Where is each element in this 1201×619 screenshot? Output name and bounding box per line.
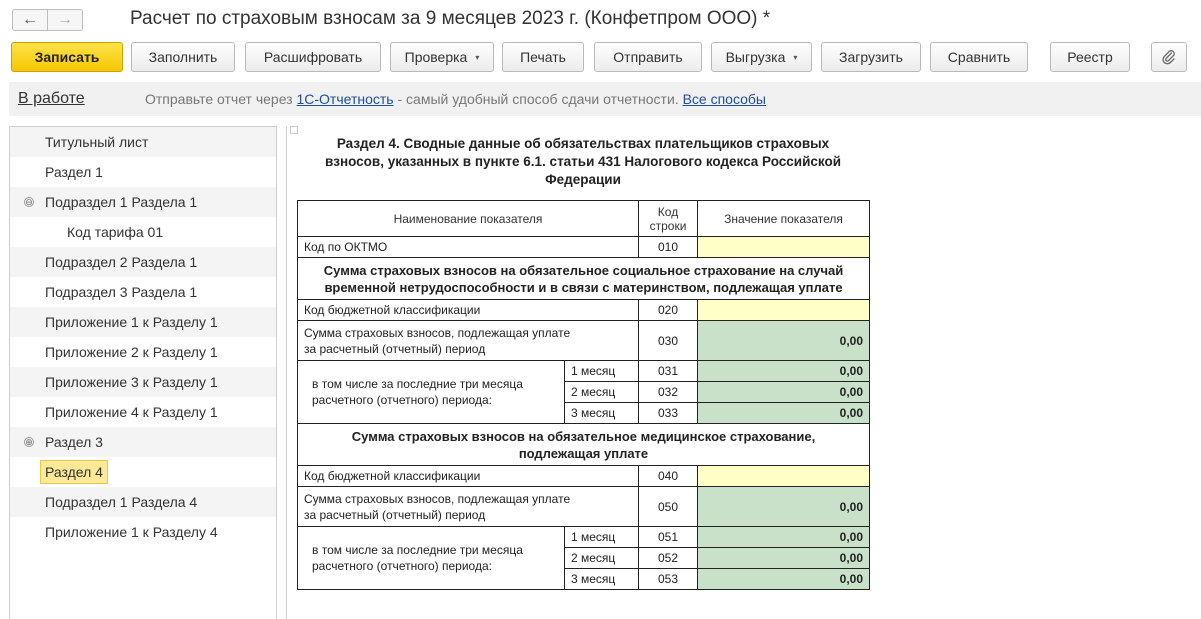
- row-code-050: 050: [639, 487, 698, 527]
- row-code-051: 051: [639, 527, 698, 548]
- tree-item-subsection-1-1[interactable]: [10, 187, 276, 217]
- value-031[interactable]: 0,00: [698, 361, 870, 382]
- kbk-040-input[interactable]: [698, 466, 870, 487]
- incl-label-line-1: в том числе за последние три месяца: [312, 377, 523, 391]
- table-row: [298, 487, 870, 527]
- value-033[interactable]: 0,00: [698, 403, 870, 424]
- chevron-down-icon: ▾: [793, 52, 798, 62]
- row-code-053: 053: [639, 569, 698, 590]
- row-code-020: 020: [639, 300, 698, 321]
- tree-item-section-1[interactable]: [10, 157, 276, 187]
- tree-item-tariff-code-01[interactable]: [10, 217, 276, 247]
- tree-item-label: Подраздел 1 Раздела 4: [45, 494, 198, 510]
- status-state-link[interactable]: В работе: [18, 90, 85, 107]
- tree-item-label: Приложение 2 к Разделу 1: [45, 344, 218, 360]
- incl-label-line-2: расчетного (отчетного) периода:: [312, 393, 492, 407]
- attach-button[interactable]: [1151, 42, 1187, 72]
- col-header-code: [639, 201, 698, 237]
- tree-item-label: Приложение 4 к Разделу 1: [45, 404, 218, 420]
- tree-item-section-4[interactable]: [10, 457, 276, 487]
- tree-item-label: Раздел 1: [45, 164, 103, 180]
- row-label-incl: [298, 361, 565, 424]
- value-052[interactable]: 0,00: [698, 548, 870, 569]
- row-code-032: 032: [639, 382, 698, 403]
- window-title: Расчет по страховым взносам за 9 месяцев 2023 г. (Конфетпром ООО) *: [130, 8, 771, 29]
- row-label-month-2: 2 месяц: [565, 548, 639, 569]
- tree-item-label: Титульный лист: [45, 134, 149, 150]
- col-header-code-1: Код: [657, 204, 679, 219]
- value-032[interactable]: 0,00: [698, 382, 870, 403]
- table-header-row: [298, 201, 870, 237]
- forward-button[interactable]: [47, 9, 83, 31]
- tree-item-appendix-2-1[interactable]: [10, 337, 276, 367]
- group-medical-line-2: подлежащая уплате: [518, 445, 649, 461]
- status-msg-middle: - самый удобный способ сдачи отчетности.: [393, 91, 683, 107]
- tree-item-label: Подраздел 3 Раздела 1: [45, 284, 198, 300]
- tree-item-appendix-4-1[interactable]: [10, 397, 276, 427]
- tree-item-label: Приложение 1 к Разделу 4: [45, 524, 218, 540]
- check-button[interactable]: [390, 42, 494, 72]
- export-label: Выгрузка: [725, 49, 786, 65]
- row-label-month-3: 3 месяц: [565, 403, 639, 424]
- back-button[interactable]: [12, 9, 48, 31]
- registry-button[interactable]: Реестр: [1050, 42, 1130, 72]
- export-button[interactable]: [711, 42, 812, 72]
- row-label-month-2: 2 месяц: [565, 382, 639, 403]
- sum-label-line-1: Сумма страховых взносов, подлежащая уплате: [304, 491, 571, 506]
- incl-label-line-1: в том числе за последние три месяца: [312, 543, 523, 557]
- tree-item-appendix-1-4[interactable]: [10, 517, 276, 547]
- table-row: [298, 527, 870, 548]
- report-table: [297, 200, 870, 590]
- send-button[interactable]: Отправить: [594, 42, 702, 72]
- tree-item-label: Раздел 4: [40, 460, 108, 484]
- group-header-medical: [298, 424, 870, 466]
- link-all-methods[interactable]: Все способы: [682, 91, 766, 107]
- row-code-052: 052: [639, 548, 698, 569]
- value-030[interactable]: 0,00: [698, 321, 870, 361]
- load-button[interactable]: Загрузить: [821, 42, 921, 72]
- sum-label-line-1: Сумма страховых взносов, подлежащая уплате: [304, 325, 571, 340]
- group-social-line-2: временной нетрудоспособности и в связи с материнством, подлежащая уплате: [324, 279, 843, 295]
- row-label-kbk: Код бюджетной классификации: [298, 300, 639, 321]
- arrow-right-icon: →: [57, 11, 73, 28]
- row-code-010: 010: [639, 237, 698, 258]
- tree-item-label: Подраздел 2 Раздела 1: [45, 254, 198, 270]
- incl-label-line-2: расчетного (отчетного) периода:: [312, 559, 492, 573]
- row-label-sum: [298, 321, 639, 361]
- row-label-sum: [298, 487, 639, 527]
- section-heading-line-1: Раздел 4. Сводные данные об обязательствах плательщиков страховых: [336, 136, 830, 151]
- value-051[interactable]: 0,00: [698, 527, 870, 548]
- table-row: [298, 237, 870, 258]
- decode-button[interactable]: Расшифровать: [245, 42, 381, 72]
- tree-item-label: Приложение 3 к Разделу 1: [45, 374, 218, 390]
- collapse-icon[interactable]: ⊖: [25, 197, 33, 207]
- tree-item-appendix-1-1[interactable]: [10, 307, 276, 337]
- sum-label-line-2: за расчетный (отчетный) период: [304, 507, 486, 522]
- value-050[interactable]: 0,00: [698, 487, 870, 527]
- tree-item-subsection-1-4[interactable]: [10, 487, 276, 517]
- fill-button[interactable]: Заполнить: [131, 42, 235, 72]
- link-1c-reporting[interactable]: 1С-Отчетность: [296, 91, 394, 107]
- table-row: [298, 300, 870, 321]
- row-code-030: 030: [639, 321, 698, 361]
- sections-tree: [9, 126, 277, 619]
- form-corner-marker: [290, 126, 298, 134]
- row-label-oktmo: Код по ОКТМО: [298, 237, 639, 258]
- table-row: [298, 321, 870, 361]
- row-label-month-1: 1 месяц: [565, 527, 639, 548]
- col-header-code-2: строки: [649, 218, 687, 233]
- col-header-name: Наименование показателя: [298, 201, 639, 237]
- save-button[interactable]: Записать: [11, 42, 123, 72]
- status-message: [145, 91, 766, 107]
- table-row: [298, 361, 870, 382]
- row-label-incl: [298, 527, 565, 590]
- row-code-040: 040: [639, 466, 698, 487]
- table-row: [298, 466, 870, 487]
- tree-item-label: Подраздел 1 Раздела 1: [45, 194, 198, 210]
- tree-item-section-3[interactable]: [10, 427, 276, 457]
- expand-icon[interactable]: ⊕: [25, 437, 33, 447]
- value-053[interactable]: 0,00: [698, 569, 870, 590]
- report-form: [286, 126, 1201, 619]
- status-msg-before: Отправьте отчет через: [145, 91, 297, 107]
- row-label-month-1: 1 месяц: [565, 361, 639, 382]
- group-medical-line-1: Сумма страховых взносов на обязательное медицинское страхование,: [351, 428, 816, 444]
- row-code-033: 033: [639, 403, 698, 424]
- row-code-031: 031: [639, 361, 698, 382]
- print-button[interactable]: Печать: [502, 42, 584, 72]
- tree-item-title-page[interactable]: [10, 127, 276, 157]
- tree-item-label: Раздел 3: [45, 434, 103, 450]
- oktmo-input[interactable]: [698, 237, 870, 258]
- tree-item-label: Приложение 1 к Разделу 1: [45, 314, 218, 330]
- row-label-month-3: 3 месяц: [565, 569, 639, 590]
- col-header-value: Значение показателя: [698, 201, 870, 237]
- group-header-social: [298, 258, 870, 300]
- check-label: Проверка: [404, 49, 468, 65]
- group-social-line-1: Сумма страховых взносов на обязательное социальное страхование на случай: [323, 262, 844, 278]
- kbk-020-input[interactable]: [698, 300, 870, 321]
- paperclip-icon: [1161, 49, 1177, 65]
- chevron-down-icon: ▾: [475, 52, 480, 62]
- status-bar: [9, 82, 1201, 116]
- tree-item-label: Код тарифа 01: [67, 224, 164, 240]
- arrow-left-icon: ←: [22, 11, 38, 28]
- tree-item-appendix-3-1[interactable]: [10, 367, 276, 397]
- tree-item-subsection-2-1[interactable]: [10, 247, 276, 277]
- compare-button[interactable]: Сравнить: [930, 42, 1028, 72]
- section-heading-line-2: взносов, указанных в пункте 6.1. статьи 431 Налогового кодекса Российской: [324, 154, 842, 169]
- toolbar: [0, 42, 1201, 72]
- tree-item-subsection-3-1[interactable]: [10, 277, 276, 307]
- sum-label-line-2: за расчетный (отчетный) период: [304, 341, 486, 356]
- row-label-kbk: Код бюджетной классификации: [298, 466, 639, 487]
- section-heading-line-3: Федерации: [545, 172, 621, 187]
